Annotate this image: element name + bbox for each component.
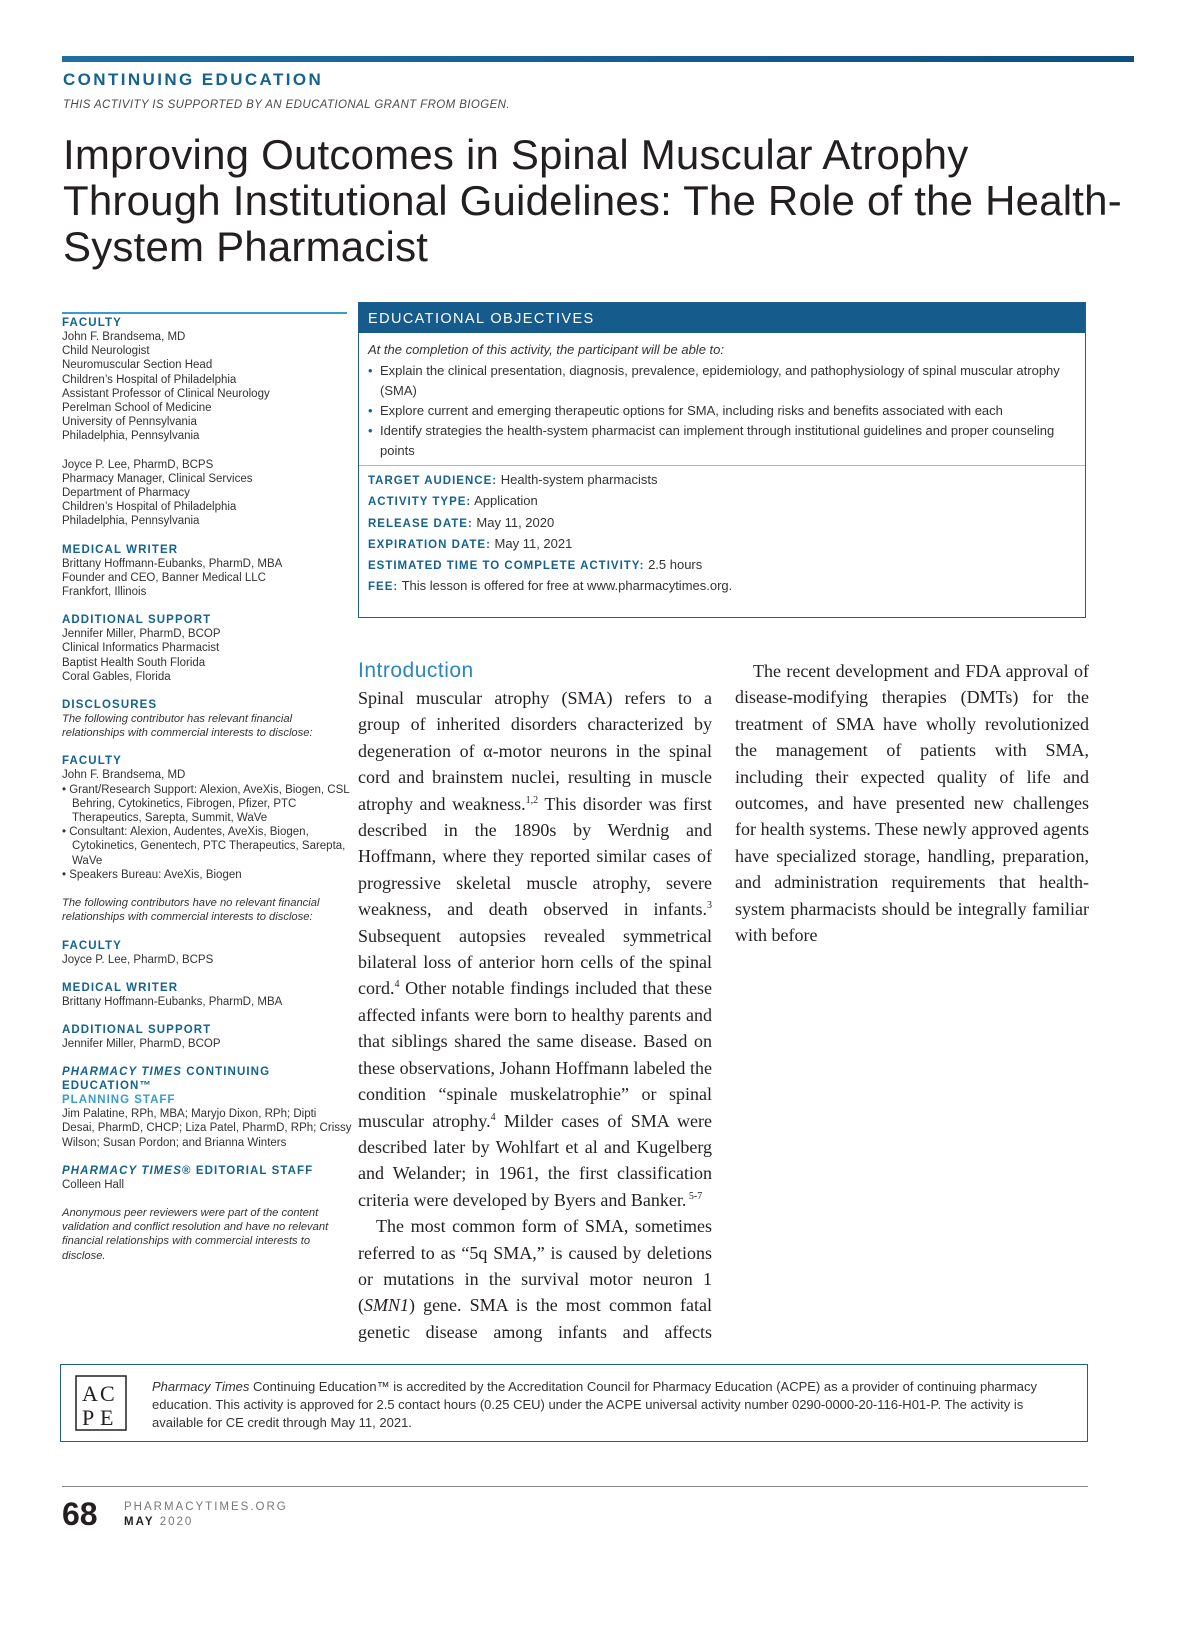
section-label: CONTINUING EDUCATION — [63, 70, 324, 89]
nr-writer-heading: MEDICAL WRITER — [62, 981, 179, 994]
nr-writer — [62, 981, 352, 1009]
disclosures-heading: DISCLOSURES — [62, 699, 158, 712]
activity-meta — [368, 470, 1085, 598]
faculty-2-line: Pharmacy Manager, Clinical Services — [62, 472, 253, 485]
faculty-1-line: Children’s Hospital of Philadelphia — [62, 373, 237, 386]
footer-rule — [62, 1486, 1088, 1487]
nr-support — [62, 1023, 352, 1051]
faculty-2-line: Philadelphia, Pennsylvania — [62, 515, 200, 528]
disclosure-item: • Consultant: Alexion, Audentes, AveXis, Biogen, Cytokinetics, Genentech, PTC Therapeutics, Sarepta, WaVe — [62, 826, 346, 867]
disclosures-text: The following contributor has relevant financial relationships with commercial interests to disclose: — [62, 713, 313, 740]
objectives-intro: At the completion of this activity, the participant will be able to: — [368, 342, 724, 357]
article-column-1 — [358, 658, 712, 1348]
pt-ce-heading: PHARMACY TIMES CONTINUING EDUCATION™ — [62, 1066, 271, 1093]
support-line: Baptist Health South Florida — [62, 656, 206, 669]
faculty-2-line: Children’s Hospital of Philadelphia — [62, 501, 237, 514]
faculty-1 — [62, 330, 352, 444]
writer-line: Founder and CEO, Banner Medical LLC — [62, 571, 266, 584]
planning-staff — [62, 1065, 352, 1150]
faculty-2 — [62, 458, 352, 529]
additional-support-heading: ADDITIONAL SUPPORT — [62, 614, 212, 627]
no-relationships-text: The following contributors have no relevant financial relationships with commercial interests to disclose: — [62, 897, 320, 924]
article-column-2 — [735, 658, 1089, 948]
writer-line: Brittany Hoffmann-Eubanks, PharmD, MBA — [62, 557, 283, 570]
svg-text:P: P — [82, 1405, 95, 1430]
faculty-2-line: Department of Pharmacy — [62, 487, 190, 500]
support-line: Clinical Informatics Pharmacist — [62, 642, 220, 655]
publication-site: PHARMACYTIMES.ORG — [124, 1501, 288, 1513]
objective-item: • Explain the clinical presentation, diagnosis, prevalence, epidemiology, and pathophysiology of spinal muscular atrophy (SMA) — [368, 361, 1076, 401]
support-line: Coral Gables, Florida — [62, 670, 171, 683]
faculty-2-line: Joyce P. Lee, PharmD, BCPS — [62, 458, 214, 471]
nr-support-heading: ADDITIONAL SUPPORT — [62, 1023, 212, 1036]
editorial-heading: PHARMACY TIMES® EDITORIAL STAFF — [62, 1164, 314, 1177]
nr-faculty-heading: FACULTY — [62, 939, 122, 952]
support-line: Jennifer Miller, PharmD, BCOP — [62, 628, 221, 641]
nr-faculty-name: Joyce P. Lee, PharmD, BCPS — [62, 953, 214, 966]
faculty-heading: FACULTY — [62, 317, 122, 329]
planning-heading: PLANNING STAFF — [62, 1094, 176, 1107]
sidebar-rule — [62, 312, 347, 314]
page-title: Improving Outcomes in Spinal Muscular Atrophy Through Institutional Guidelines: The Role of the Health-System Pharmacist — [63, 131, 1122, 270]
svg-text:C: C — [100, 1381, 115, 1406]
medical-writer — [62, 543, 352, 600]
objectives-divider — [359, 465, 1085, 466]
nr-writer-name: Brittany Hoffmann-Eubanks, PharmD, MBA — [62, 995, 283, 1008]
disclosure-item: • Grant/Research Support: Alexion, AveXis, Biogen, CSL Behring, Cytokinetics, Fibrogen, Pfizer, PTC Therapeutics, Sarepta, Summit, WaVe — [62, 783, 350, 825]
disclosure-item: • Speakers Bureau: AveXis, Biogen — [62, 868, 242, 881]
paragraph-1: Spinal muscular atrophy (SMA) refers to a group of inherited disorders characterized by degeneration of α-motor neurons in the spinal cord and brainstem nuclei, resulting in muscle atrophy and weakness.$^{1,2}$ This disorder was first described in the 1890s by Werdnig and Hoffmann, where they reported similar cases of progressive skeletal muscle atrophy, severe weakness, and death observed in infants.$^3$ Subsequent autopsies revealed symmetrical bilateral loss of anterior horn cells of the spinal cord.$^4$ Other notable findings included that these affected infants were born to healthy parents and that siblings shared the same disease. Based on these observations, Johann Hoffmann labeled the condition “spinale muskelatrophie” or spinal muscular atrophy.$^4$ Milder cases of SMA were described later by Wohlfart et al and Kugelberg and Welander; in 1961, the first classification criteria were developed by Byers and Banker. $^{5-7}$ — [358, 688, 712, 1210]
meta-time: ESTIMATED TIME TO COMPLETE ACTIVITY: 2.5 hours — [368, 557, 703, 573]
issue-date: MAY 2020 — [124, 1516, 194, 1528]
objectives-list — [368, 361, 1076, 461]
faculty-1-line: Assistant Professor of Clinical Neurology — [62, 387, 270, 400]
meta-expiration-date: EXPIRATION DATE: May 11, 2021 — [368, 535, 573, 551]
nr-support-name: Jennifer Miller, PharmD, BCOP — [62, 1037, 221, 1050]
paragraph-2: The most common form of SMA, sometimes referred to as “5q SMA,” is caused by deletions or mutations in the survival motor neuron 1 (SMN1) gene. SMA is the most common fatal genetic disease among infants and affects — [358, 1216, 712, 1342]
credits-sidebar — [62, 316, 352, 1263]
faculty-1-line: Philadelphia, Pennsylvania — [62, 430, 200, 443]
meta-release-date: RELEASE DATE: May 11, 2020 — [368, 514, 555, 530]
disclosures — [62, 698, 352, 740]
faculty-1-line: Neuromuscular Section Head — [62, 359, 213, 372]
objective-item: • Explore current and emerging therapeutic options for SMA, including risks and benefits associated with each — [368, 401, 1076, 421]
faculty-1-line: University of Pennsylvania — [62, 416, 197, 429]
meta-target-audience: TARGET AUDIENCE: Health-system pharmacists — [368, 472, 658, 487]
meta-fee: FEE: This lesson is offered for free at www.pharmacytimes.org. — [368, 578, 733, 594]
faculty-1-line: John F. Brandsema, MD — [62, 331, 186, 343]
support-statement: THIS ACTIVITY IS SUPPORTED BY AN EDUCATIONAL GRANT FROM BIOGEN. — [63, 99, 510, 111]
medical-writer-heading: MEDICAL WRITER — [62, 543, 179, 556]
faculty-1-line: Child Neurologist — [62, 345, 150, 358]
acpe-logo-icon — [75, 1375, 127, 1431]
peer-review-text: Anonymous peer reviewers were part of the content validation and conflict resolution and have no relevant financial relationships with commercial interests to disclose. — [62, 1206, 329, 1262]
disclosure-faculty-name: John F. Brandsema, MD — [62, 769, 186, 782]
acpe-accreditation-box — [60, 1364, 1088, 1442]
nr-faculty — [62, 939, 352, 967]
accreditation-text: Pharmacy Times Continuing Education™ is accredited by the Accreditation Council for Pharmacy Education (ACPE) as a provider of continuing pharmacy education. This activity is approved for 2.5 contact hours (0.25 CEU) under the ACPE universal activity number 0290-0000-20-116-H01-P. The activity is available for CE credit through May 11, 2021. — [152, 1379, 1038, 1430]
paragraph-3: The recent development and FDA approval of disease-modifying therapies (DMTs) for the treatment of SMA have wholly revolutionized the management of patients with SMA, including their expected quality of life and outcomes, and have presented new challenges for health systems. These newly approved agents have specialized storage, handling, preparation, and administration requirements that health-system pharmacists should be integrally familiar with before — [735, 661, 1089, 946]
top-accent-bar — [62, 56, 1134, 62]
objectives-box — [358, 302, 1086, 618]
objectives-heading: EDUCATIONAL OBJECTIVES — [359, 303, 1085, 333]
introduction-heading: Introduction — [358, 659, 474, 682]
page-number: 68 — [62, 1496, 98, 1532]
editorial-name: Colleen Hall — [62, 1178, 125, 1191]
svg-text:E: E — [100, 1405, 114, 1430]
editorial-staff — [62, 1164, 352, 1192]
planning-names: Jim Palatine, RPh, MBA; Maryjo Dixon, RPh; Dipti Desai, PharmD, CHCP; Liza Patel, PharmD, RPh; Crissy Wilson; Susan Pordon; and Brianna Winters — [62, 1108, 352, 1149]
writer-line: Frankfort, Illinois — [62, 586, 147, 599]
objective-item: • Identify strategies the health-system pharmacist can implement through institutional guidelines and proper counseling points — [368, 421, 1076, 461]
meta-activity-type: ACTIVITY TYPE: Application — [368, 493, 538, 509]
disclosure-faculty-heading: FACULTY — [62, 755, 122, 768]
disclosure-faculty — [62, 754, 352, 882]
svg-text:A: A — [82, 1381, 98, 1406]
additional-support — [62, 613, 352, 684]
faculty-1-line: Perelman School of Medicine — [62, 402, 212, 415]
